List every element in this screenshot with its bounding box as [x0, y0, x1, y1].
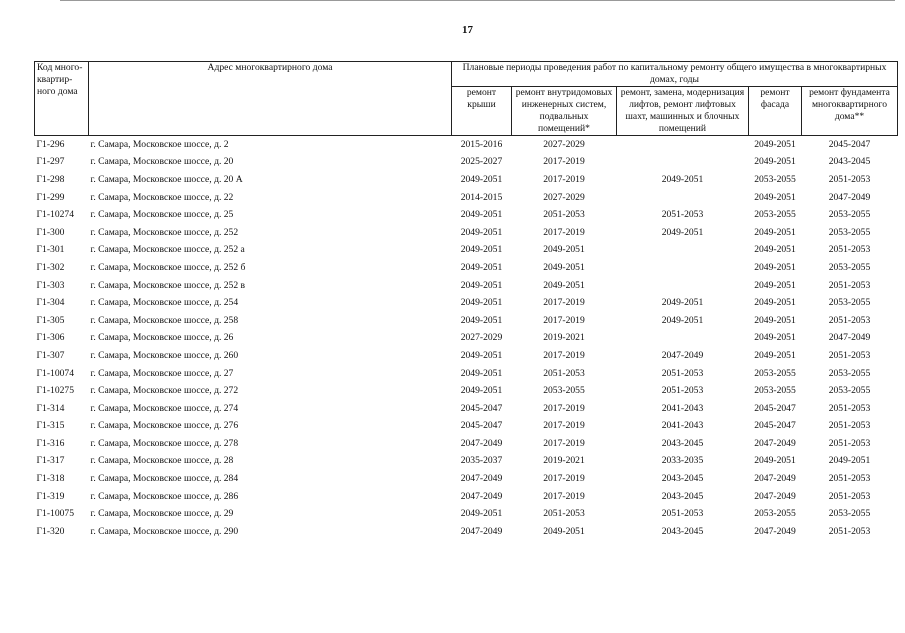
cell-facade: 2049-2051	[754, 156, 796, 168]
cell-systems: 2017-2019	[543, 490, 585, 502]
cell-systems: 2049-2051	[543, 279, 585, 291]
capital-repair-table	[34, 61, 898, 541]
table-row	[35, 365, 898, 383]
cell-facade: 2049-2051	[754, 455, 796, 467]
cell-roof: 2049-2051	[460, 173, 503, 185]
cell-address: г. Самара, Московское шоссе, д. 25	[90, 209, 234, 221]
table-row	[35, 189, 898, 207]
cell-roof: 2047-2049	[460, 437, 503, 449]
cell-lifts	[617, 154, 749, 172]
cell-roof: 2049-2051	[460, 261, 503, 273]
table-row	[35, 347, 898, 365]
cell-roof: 2047-2049	[460, 490, 503, 502]
cell-systems: 2017-2019	[543, 437, 585, 449]
cell-roof: 2049-2051	[460, 349, 503, 361]
cell-lifts: 2049-2051	[661, 173, 704, 185]
cell-code: Г1-301	[36, 244, 65, 256]
table-row	[35, 453, 898, 471]
cell-address: г. Самара, Московское шоссе, д. 27	[90, 367, 234, 379]
cell-code: Г1-306	[36, 332, 65, 344]
cell-systems: 2051-2053	[543, 508, 585, 520]
cell-lifts: 2049-2051	[661, 314, 704, 326]
cell-address: г. Самара, Московское шоссе, д. 290	[90, 525, 239, 537]
cell-roof: 2047-2049	[460, 473, 503, 485]
cell-foundation: 2051-2053	[828, 525, 871, 537]
header-roof: ремонт крыши	[452, 87, 512, 136]
cell-facade: 2049-2051	[754, 138, 796, 150]
cell-code: Г1-10274	[36, 209, 75, 221]
cell-roof: 2049-2051	[460, 297, 503, 309]
cell-foundation: 2051-2053	[828, 349, 871, 361]
cell-address: г. Самара, Московское шоссе, д. 252 б	[90, 261, 246, 273]
cell-foundation: 2051-2053	[828, 420, 871, 432]
table-row	[35, 154, 898, 172]
cell-roof: 2049-2051	[460, 226, 503, 238]
cell-roof: 2049-2051	[460, 279, 503, 291]
table-row	[35, 259, 898, 277]
cell-facade: 2049-2051	[754, 297, 796, 309]
cell-lifts: 2043-2045	[661, 473, 704, 485]
cell-address: г. Самара, Московское шоссе, д. 278	[90, 437, 239, 449]
cell-facade: 2045-2047	[754, 402, 796, 414]
cell-foundation: 2051-2053	[828, 437, 871, 449]
cell-facade: 2049-2051	[754, 279, 796, 291]
cell-facade: 2049-2051	[754, 349, 796, 361]
cell-lifts: 2051-2053	[661, 209, 704, 221]
header-address: Адрес многоквартирного дома	[89, 62, 452, 136]
cell-systems: 2027-2029	[543, 191, 585, 203]
cell-lifts: 2047-2049	[661, 349, 704, 361]
cell-lifts	[617, 330, 749, 348]
cell-address: г. Самара, Московское шоссе, д. 272	[90, 385, 239, 397]
cell-roof: 2015-2016	[460, 138, 503, 150]
cell-systems: 2017-2019	[543, 402, 585, 414]
table-row	[35, 206, 898, 224]
cell-systems: 2027-2029	[543, 138, 585, 150]
cell-roof: 2049-2051	[460, 385, 503, 397]
cell-lifts	[617, 189, 749, 207]
cell-address: г. Самара, Московское шоссе, д. 2	[90, 138, 229, 150]
table-row	[35, 505, 898, 523]
cell-address: г. Самара, Московское шоссе, д. 29	[90, 508, 234, 520]
cell-foundation: 2049-2051	[828, 455, 871, 467]
cell-code: Г1-303	[36, 279, 65, 291]
table-row	[35, 294, 898, 312]
cell-roof: 2045-2047	[460, 420, 503, 432]
cell-lifts	[617, 259, 749, 277]
top-rule	[60, 0, 895, 1]
table-row	[35, 330, 898, 348]
cell-address: г. Самара, Московское шоссе, д. 252	[90, 226, 239, 238]
cell-code: Г1-305	[36, 314, 65, 326]
cell-foundation: 2051-2053	[828, 490, 871, 502]
cell-code: Г1-10074	[36, 367, 75, 379]
cell-facade: 2049-2051	[754, 261, 796, 273]
cell-lifts: 2041-2043	[661, 402, 704, 414]
cell-code: Г1-10275	[36, 385, 75, 397]
table-row	[35, 400, 898, 418]
cell-address: г. Самара, Московское шоссе, д. 258	[90, 314, 239, 326]
cell-foundation: 2053-2055	[828, 385, 871, 397]
table-body	[35, 136, 898, 541]
cell-foundation: 2051-2053	[828, 279, 871, 291]
cell-facade: 2047-2049	[754, 437, 796, 449]
cell-foundation: 2053-2055	[828, 367, 871, 379]
table-row	[35, 312, 898, 330]
cell-roof: 2049-2051	[460, 508, 503, 520]
cell-systems: 2019-2021	[543, 455, 585, 467]
cell-foundation: 2053-2055	[828, 297, 871, 309]
cell-systems: 2017-2019	[543, 314, 585, 326]
cell-facade: 2049-2051	[754, 332, 796, 344]
cell-roof: 2014-2015	[460, 191, 503, 203]
cell-facade: 2053-2055	[754, 173, 796, 185]
cell-facade: 2047-2049	[754, 490, 796, 502]
header-facade: ремонт фасада	[749, 87, 802, 136]
cell-systems: 2051-2053	[543, 209, 585, 221]
cell-address: г. Самара, Московское шоссе, д. 284	[90, 473, 239, 485]
cell-foundation: 2053-2055	[828, 508, 871, 520]
cell-roof: 2035-2037	[460, 455, 503, 467]
cell-systems: 2017-2019	[543, 349, 585, 361]
cell-foundation: 2051-2053	[828, 314, 871, 326]
table-row	[35, 435, 898, 453]
cell-address: г. Самара, Московское шоссе, д. 260	[90, 349, 239, 361]
cell-roof: 2049-2051	[460, 367, 503, 379]
cell-address: г. Самара, Московское шоссе, д. 20 А	[90, 173, 243, 185]
header-periods-group: Плановые периоды проведения работ по капитальному ремонту общего имущества в многоквартирных домах, годы	[452, 62, 898, 87]
table-row	[35, 242, 898, 260]
cell-lifts: 2043-2045	[661, 525, 704, 537]
header-foundation: ремонт фундамента многоквартирного дома**	[802, 87, 898, 136]
cell-code: Г1-297	[36, 156, 65, 168]
cell-foundation: 2043-2045	[828, 156, 871, 168]
cell-lifts	[617, 277, 749, 295]
cell-code: Г1-10075	[36, 508, 75, 520]
cell-code: Г1-307	[36, 349, 65, 361]
cell-code: Г1-318	[36, 473, 65, 485]
cell-foundation: 2051-2053	[828, 244, 871, 256]
table-row	[35, 171, 898, 189]
cell-facade: 2047-2049	[754, 473, 796, 485]
cell-code: Г1-298	[36, 173, 65, 185]
page-number: 17	[462, 24, 473, 36]
cell-facade: 2049-2051	[754, 226, 796, 238]
cell-systems: 2017-2019	[543, 156, 585, 168]
cell-systems: 2049-2051	[543, 525, 585, 537]
cell-foundation: 2051-2053	[828, 473, 871, 485]
cell-roof: 2049-2051	[460, 244, 503, 256]
cell-systems: 2017-2019	[543, 226, 585, 238]
cell-foundation: 2045-2047	[828, 138, 871, 150]
cell-address: г. Самара, Московское шоссе, д. 28	[90, 455, 234, 467]
cell-systems: 2053-2055	[543, 385, 585, 397]
cell-foundation: 2051-2053	[828, 173, 871, 185]
cell-address: г. Самара, Московское шоссе, д. 274	[90, 402, 239, 414]
cell-roof: 2025-2027	[460, 156, 503, 168]
cell-lifts: 2043-2045	[661, 437, 704, 449]
cell-foundation: 2051-2053	[828, 402, 871, 414]
header-lifts: ремонт, замена, модернизация лифтов, ремонт лифтовых шахт, машинных и блочных помещений	[617, 87, 749, 136]
cell-systems: 2017-2019	[543, 173, 585, 185]
cell-facade: 2053-2055	[754, 209, 796, 221]
cell-foundation: 2047-2049	[828, 191, 871, 203]
cell-facade: 2049-2051	[754, 244, 796, 256]
cell-address: г. Самара, Московское шоссе, д. 286	[90, 490, 239, 502]
cell-address: г. Самара, Московское шоссе, д. 252 в	[90, 279, 246, 291]
table-row	[35, 277, 898, 295]
cell-address: г. Самара, Московское шоссе, д. 252 а	[90, 244, 245, 256]
cell-code: Г1-302	[36, 261, 65, 273]
table-row	[35, 523, 898, 541]
cell-facade: 2045-2047	[754, 420, 796, 432]
table-row	[35, 224, 898, 242]
cell-code: Г1-317	[36, 455, 65, 467]
cell-address: г. Самара, Московское шоссе, д. 276	[90, 420, 239, 432]
table-row	[35, 382, 898, 400]
cell-lifts: 2041-2043	[661, 420, 704, 432]
cell-code: Г1-314	[36, 402, 65, 414]
cell-code: Г1-296	[36, 138, 65, 150]
cell-systems: 2017-2019	[543, 420, 585, 432]
cell-address: г. Самара, Московское шоссе, д. 20	[90, 156, 234, 168]
header-systems: ремонт внутридомовых инженерных систем, подвальных помещений*	[512, 87, 617, 136]
cell-lifts: 2049-2051	[661, 297, 704, 309]
table-row	[35, 470, 898, 488]
cell-roof: 2047-2049	[460, 525, 503, 537]
cell-code: Г1-315	[36, 420, 65, 432]
cell-facade: 2047-2049	[754, 525, 796, 537]
cell-code: Г1-319	[36, 490, 65, 502]
cell-lifts: 2051-2053	[661, 385, 704, 397]
cell-roof: 2027-2029	[460, 332, 503, 344]
cell-lifts: 2043-2045	[661, 490, 704, 502]
cell-code: Г1-316	[36, 437, 65, 449]
cell-facade: 2049-2051	[754, 191, 796, 203]
table-row	[35, 418, 898, 436]
cell-systems: 2051-2053	[543, 367, 585, 379]
table-header	[35, 62, 898, 136]
cell-lifts: 2051-2053	[661, 508, 704, 520]
cell-systems: 2049-2051	[543, 244, 585, 256]
cell-systems: 2049-2051	[543, 261, 585, 273]
cell-systems: 2017-2019	[543, 473, 585, 485]
cell-foundation: 2047-2049	[828, 332, 871, 344]
cell-systems: 2017-2019	[543, 297, 585, 309]
cell-foundation: 2053-2055	[828, 261, 871, 273]
header-code: Код много-квартир-ного дома	[35, 62, 89, 136]
cell-address: г. Самара, Московское шоссе, д. 22	[90, 191, 234, 203]
cell-code: Г1-299	[36, 191, 65, 203]
cell-lifts: 2033-2035	[661, 455, 704, 467]
cell-roof: 2049-2051	[460, 209, 503, 221]
cell-address: г. Самара, Московское шоссе, д. 26	[90, 332, 234, 344]
cell-address: г. Самара, Московское шоссе, д. 254	[90, 297, 239, 309]
table-row	[35, 488, 898, 506]
table-row	[35, 136, 898, 154]
cell-systems: 2019-2021	[543, 332, 585, 344]
cell-code: Г1-320	[36, 525, 65, 537]
cell-lifts	[617, 136, 749, 154]
cell-code: Г1-300	[36, 226, 65, 238]
cell-code: Г1-304	[36, 297, 65, 309]
cell-lifts: 2051-2053	[661, 367, 704, 379]
cell-facade: 2053-2055	[754, 385, 796, 397]
cell-lifts: 2049-2051	[661, 226, 704, 238]
cell-foundation: 2053-2055	[828, 209, 871, 221]
cell-facade: 2049-2051	[754, 314, 796, 326]
cell-facade: 2053-2055	[754, 367, 796, 379]
cell-roof: 2049-2051	[460, 314, 503, 326]
cell-foundation: 2053-2055	[828, 226, 871, 238]
cell-lifts	[617, 242, 749, 260]
cell-roof: 2045-2047	[460, 402, 503, 414]
cell-facade: 2053-2055	[754, 508, 796, 520]
